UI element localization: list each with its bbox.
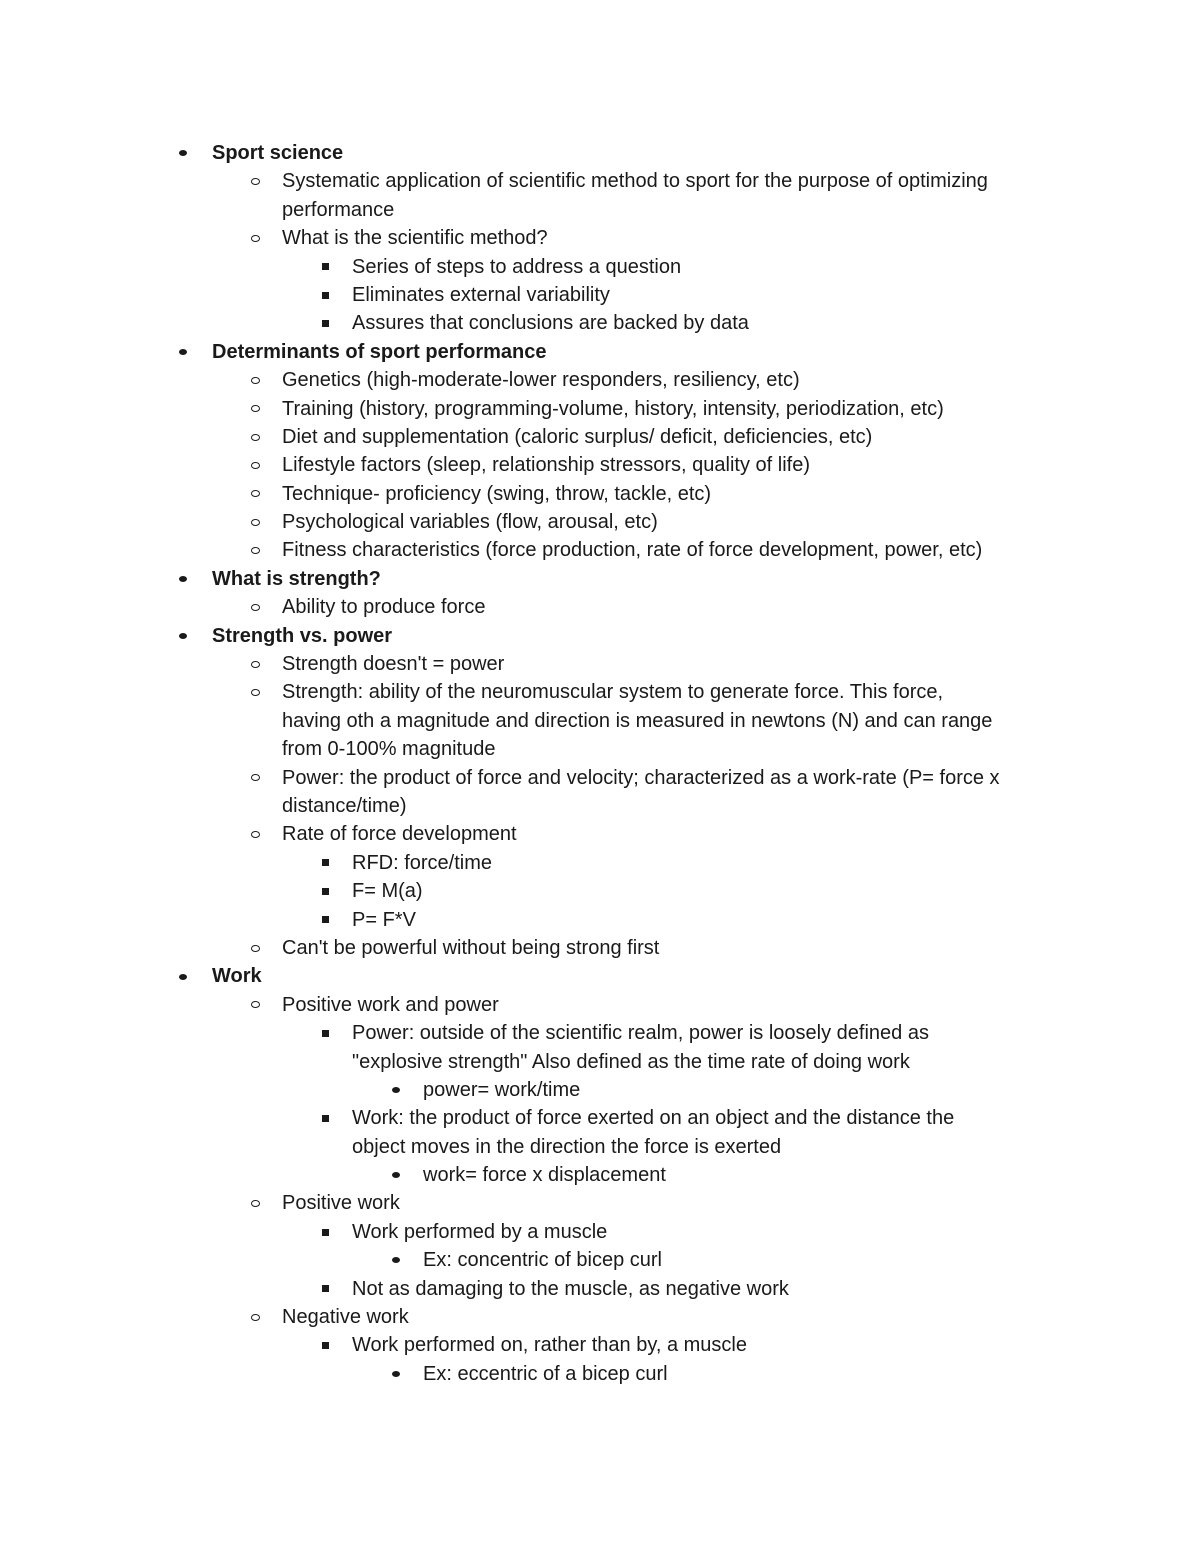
- outline-text: F= M(a): [352, 880, 423, 903]
- outline-item: [0, 764, 1200, 792]
- outline-item: [0, 1133, 1200, 1161]
- bullet-circle-icon: [248, 1189, 262, 1217]
- outline-text: Diet and supplementation (caloric surplus/ deficit, deficiencies, etc): [282, 425, 873, 448]
- outline-item: [0, 707, 1200, 735]
- outline-text: from 0-100% magnitude: [282, 738, 496, 761]
- bullet-square-icon: [318, 281, 332, 309]
- outline-text: What is the scientific method?: [282, 227, 548, 250]
- outline-text: work= force x displacement: [423, 1164, 666, 1187]
- outline-text: Strength vs. power: [212, 624, 393, 647]
- outline-text: Work performed on, rather than by, a muscle: [352, 1334, 747, 1357]
- bullet-square-icon: [318, 1275, 332, 1303]
- outline-item: [0, 877, 1200, 905]
- bullet-circle-icon: [248, 224, 262, 252]
- outline-item: [0, 1360, 1200, 1388]
- bullet-square-icon: [318, 1019, 332, 1047]
- outline-item: [0, 1218, 1200, 1246]
- outline-item: [0, 650, 1200, 678]
- bullet-disc-icon: [389, 1246, 403, 1274]
- outline-heading: [0, 622, 1200, 650]
- outline-text: object moves in the direction the force is exerted: [352, 1135, 782, 1158]
- outline-text: Ex: concentric of bicep curl: [423, 1249, 662, 1272]
- outline-text: RFD: force/time: [352, 851, 493, 874]
- bullet-circle-icon: [248, 593, 262, 621]
- bullet-circle-icon: [248, 508, 262, 536]
- bullet-square-icon: [318, 1104, 332, 1132]
- bullet-circle-icon: [248, 536, 262, 564]
- outline-text: Work performed by a muscle: [352, 1220, 608, 1243]
- bullet-circle-icon: [248, 395, 262, 423]
- outline-item: [0, 423, 1200, 451]
- outline-text: power= work/time: [423, 1078, 581, 1101]
- outline-text: Ability to produce force: [282, 596, 486, 619]
- outline-item: [0, 991, 1200, 1019]
- bullet-circle-icon: [248, 167, 262, 195]
- outline-text: Positive work and power: [282, 993, 499, 1016]
- outline-text: Training (history, programming-volume, history, intensity, periodization, etc): [282, 397, 944, 420]
- bullet-square-icon: [318, 253, 332, 281]
- outline-item: [0, 1048, 1200, 1076]
- bullet-circle-icon: [248, 1303, 262, 1331]
- outline-text: Eliminates external variability: [352, 283, 610, 306]
- outline-item: [0, 1275, 1200, 1303]
- outline-item: [0, 678, 1200, 706]
- outline-item: [0, 451, 1200, 479]
- outline-heading: [0, 962, 1200, 990]
- outline-item: [0, 1246, 1200, 1274]
- outline-text: Can't be powerful without being strong first: [282, 936, 660, 959]
- outline-text: Series of steps to address a question: [352, 255, 682, 278]
- bullet-disc-icon: [389, 1076, 403, 1104]
- outline-text: Assures that conclusions are backed by data: [352, 312, 749, 335]
- outline-text: Power: the product of force and velocity; characterized as a work-rate (P= force x: [282, 766, 1000, 789]
- outline-item: [0, 934, 1200, 962]
- outline-heading: [0, 565, 1200, 593]
- bullet-disc-icon: [176, 338, 190, 366]
- outline-text: Strength: ability of the neuromuscular system to generate force. This force,: [282, 681, 944, 704]
- outline-item: [0, 253, 1200, 281]
- bullet-circle-icon: [248, 423, 262, 451]
- outline-item: [0, 224, 1200, 252]
- outline-heading: [0, 139, 1200, 167]
- outline-text: Strength doesn't = power: [282, 653, 505, 676]
- outline-text: having oth a magnitude and direction is measured in newtons (N) and can range: [282, 709, 993, 732]
- outline-item: [0, 281, 1200, 309]
- outline-item: [0, 906, 1200, 934]
- outline-text: Determinants of sport performance: [212, 340, 547, 363]
- bullet-circle-icon: [248, 820, 262, 848]
- bullet-circle-icon: [248, 650, 262, 678]
- outline-item: [0, 593, 1200, 621]
- outline-heading: [0, 338, 1200, 366]
- outline-text: Work: the product of force exerted on an object and the distance the: [352, 1107, 955, 1130]
- outline-text: distance/time): [282, 794, 407, 817]
- bullet-disc-icon: [176, 962, 190, 990]
- bullet-disc-icon: [389, 1161, 403, 1189]
- bullet-square-icon: [318, 309, 332, 337]
- outline-text: "explosive strength" Also defined as the time rate of doing work: [352, 1050, 910, 1073]
- outline-item: [0, 1019, 1200, 1047]
- outline-text: performance: [282, 198, 395, 221]
- document-page: [0, 139, 1200, 1388]
- bullet-disc-icon: [176, 139, 190, 167]
- outline-item: [0, 309, 1200, 337]
- bullet-square-icon: [318, 877, 332, 905]
- outline-item: [0, 849, 1200, 877]
- outline-text: Work: [212, 965, 262, 988]
- bullet-circle-icon: [248, 480, 262, 508]
- bullet-circle-icon: [248, 678, 262, 706]
- outline-text: What is strength?: [212, 567, 381, 590]
- outline-text: Power: outside of the scientific realm, power is loosely defined as: [352, 1022, 929, 1045]
- bullet-circle-icon: [248, 764, 262, 792]
- outline-text: Systematic application of scientific method to sport for the purpose of optimizing: [282, 170, 988, 193]
- outline-text: Negative work: [282, 1306, 409, 1329]
- bullet-disc-icon: [176, 622, 190, 650]
- bullet-square-icon: [318, 1331, 332, 1359]
- outline-text: Fitness characteristics (force production, rate of force development, power, etc): [282, 539, 983, 562]
- bullet-disc-icon: [176, 565, 190, 593]
- outline-text: Positive work: [282, 1192, 400, 1215]
- outline-text: Sport science: [212, 142, 344, 164]
- outline-item: [0, 167, 1200, 195]
- outline-text: Ex: eccentric of a bicep curl: [423, 1362, 668, 1385]
- outline-item: [0, 792, 1200, 820]
- outline-text: Lifestyle factors (sleep, relationship stressors, quality of life): [282, 454, 810, 477]
- outline-text: Psychological variables (flow, arousal, etc): [282, 511, 658, 534]
- outline-item: [0, 1331, 1200, 1359]
- outline-text: Not as damaging to the muscle, as negative work: [352, 1277, 789, 1300]
- outline-item: [0, 1189, 1200, 1217]
- outline-item: [0, 196, 1200, 224]
- outline-text: Genetics (high-moderate-lower responders, resiliency, etc): [282, 369, 800, 392]
- bullet-circle-icon: [248, 366, 262, 394]
- bullet-circle-icon: [248, 991, 262, 1019]
- bullet-square-icon: [318, 1218, 332, 1246]
- outline-item: [0, 1303, 1200, 1331]
- outline-item: [0, 1076, 1200, 1104]
- outline-item: [0, 820, 1200, 848]
- bullet-square-icon: [318, 906, 332, 934]
- bullet-disc-icon: [389, 1360, 403, 1388]
- bullet-circle-icon: [248, 451, 262, 479]
- outline-item: [0, 1104, 1200, 1132]
- outline-text: Rate of force development: [282, 823, 517, 846]
- outline-item: [0, 395, 1200, 423]
- outline-text: Technique- proficiency (swing, throw, tackle, etc): [282, 482, 712, 505]
- outline-item: [0, 1161, 1200, 1189]
- bullet-circle-icon: [248, 934, 262, 962]
- outline-item: [0, 508, 1200, 536]
- outline-item: [0, 735, 1200, 763]
- outline-item: [0, 536, 1200, 564]
- outline-item: [0, 480, 1200, 508]
- outline-item: [0, 366, 1200, 394]
- outline-text: P= F*V: [352, 908, 416, 931]
- bullet-square-icon: [318, 849, 332, 877]
